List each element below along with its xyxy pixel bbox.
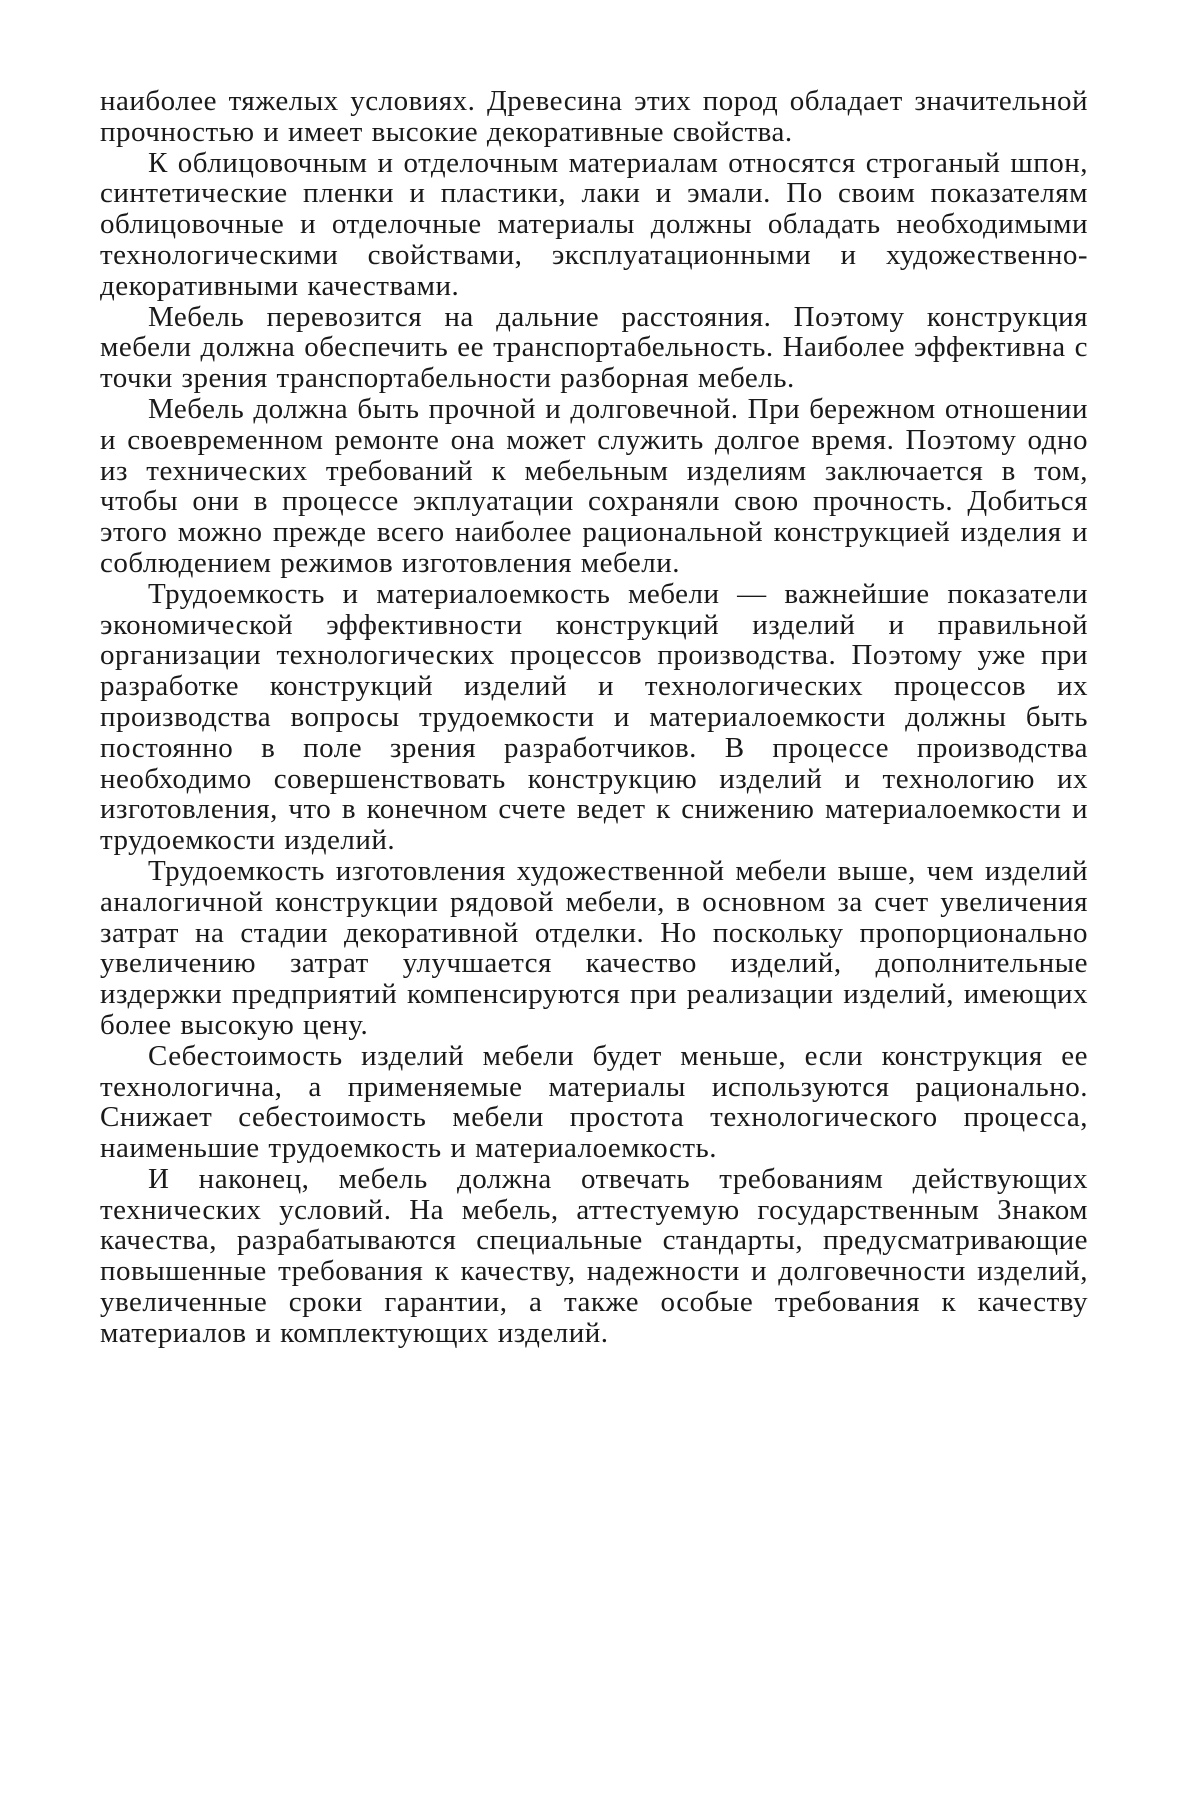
paragraph-6: Трудоемкость изготовления художественной мебели выше, чем изделий аналогичной конструкции рядовой мебели, в основном за счет увеличения затрат на стадии декоративной отделки. Но поскольку пропорционально увеличению затрат улучшается качество изделий, дополнительные издержки предприятий компенсируются при реализации изделий, имеющих более высокую цену. bbox=[100, 854, 1088, 1041]
paragraph-5: Трудоемкость и материалоемкость мебели — важнейшие показатели экономической эффективности конструкций изделий и правильной организации технологических процессов производства. Поэтому уже при разработке конструкций изделий и технологических процессов их производства вопросы трудоемкости и материалоемкости должны быть постоянно в поле зрения разработчиков. В процессе производства необходимо совершенствовать конструкцию изделий и технологию их изготовления, что в конечном счете ведет к снижению материалоемкости и трудоемкости изделий. bbox=[100, 577, 1088, 857]
paragraph-4: Мебель должна быть прочной и долговечной. При бережном отношении и своевременном ремонте она может служить долгое время. Поэтому одно из технических требований к мебельным изделиям заключается в том, чтобы они в процессе экплуатации сохраняли свою прочность. Добиться этого можно прежде всего наиболее рациональной конструкцией изделия и соблюдением режимов изготовления мебели. bbox=[100, 392, 1088, 579]
paragraph-8: И наконец, мебель должна отвечать требованиям действующих технических условий. На мебель, аттестуемую государственным Знаком качества, разрабатываются специальные стандарты, предусматривающие повышенные требования к качеству, надежности и долговечности изделий, увеличенные сроки гарантии, а также особые требования к качеству материалов и комплектующих изделий. bbox=[100, 1162, 1088, 1349]
paragraph-2: К облицовочным и отделочным материалам относятся строганый шпон, синтетические пленки и пластики, лаки и эмали. По своим показателям облицовочные и отделочные материалы должны обладать необходимыми технологическими свойствами, эксплуатационными и художественно-декоративными качествами. bbox=[100, 146, 1088, 302]
page-text bbox=[100, 86, 1088, 1349]
paragraph-7: Себестоимость изделий мебели будет меньше, если конструкция ее технологична, а применяемые материалы используются рационально. Снижает себестоимость мебели простота технологического процесса, наименьшие трудоемкость и материалоемкость. bbox=[100, 1039, 1088, 1165]
paragraph-3: Мебель перевозится на дальние расстояния. Поэтому конструкция мебели должна обеспечить ее транспортабельность. Наиболее эффективна с точки зрения транспортабельности разборная мебель. bbox=[100, 300, 1088, 395]
paragraph-1: наиболее тяжелых условиях. Древесина этих пород обладает значительной прочностью и имеет высокие декоративные свойства. bbox=[100, 85, 1088, 148]
